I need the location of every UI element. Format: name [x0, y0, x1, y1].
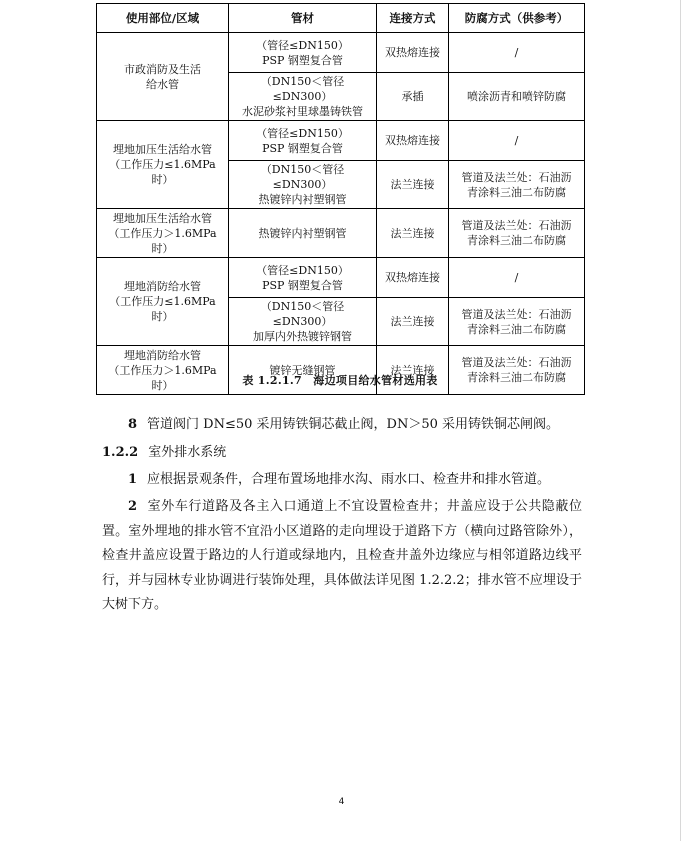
cell-connection: 法兰连接: [377, 161, 449, 209]
table-row: [97, 121, 585, 161]
cell-material: （DN150＜管径≤DN300） 加厚内外热镀锌钢管: [229, 298, 377, 346]
cell-material: 热镀锌内衬塑钢管: [229, 209, 377, 258]
cell-material: （管径≤DN150） PSP 钢塑复合管: [229, 121, 377, 161]
header-connection: 连接方式: [377, 4, 449, 33]
cell-anticorrosion: 管道及法兰处：石油沥 青涂料三油二布防腐: [449, 161, 585, 209]
cell-anticorrosion: 管道及法兰处：石油沥 青涂料三油二布防腐: [449, 209, 585, 258]
cell-connection: 双热熔连接: [377, 258, 449, 298]
section-number: 1.2.2: [102, 445, 139, 460]
header-area: 使用部位/区域: [97, 4, 229, 33]
page-edge: [680, 0, 681, 841]
item-text: 室外车行道路及各主入口通道上不宜设置检查井；井盖应设于公共隐蔽位置。室外埋地的排水管不宜沿小区道路的走向埋设于道路下方（横向过路管除外），检查井盖应设置于路边的人行道或绿地内，且检查井盖外边缘应与相邻道路边线平行，并与园林专业协调进行装饰处理，具体做法详见图 1.2.2.2；排水管不应埋设于大树下方。: [102, 499, 582, 612]
item-number: 8: [128, 417, 138, 432]
cell-anticorrosion: 管道及法兰处：石油沥 青涂料三油二布防腐: [449, 298, 585, 346]
cell-material: （DN150＜管径≤DN300） 热镀锌内衬塑钢管: [229, 161, 377, 209]
cell-anticorrosion: 管道及法兰处：石油沥 青涂料三油二布防腐: [449, 346, 585, 395]
cell-area: 埋地消防给水管 （工作压力≤1.6MPa 时）: [97, 258, 229, 346]
cell-anticorrosion: 喷涂沥青和喷锌防腐: [449, 73, 585, 121]
table-row: [97, 258, 585, 298]
item-number: 1: [128, 472, 138, 487]
cell-area: 埋地加压生活给水管 （工作压力＞1.6MPa 时）: [97, 209, 229, 258]
cell-connection: 双热熔连接: [377, 33, 449, 73]
item-8: [102, 413, 582, 436]
cell-material: （管径≤DN150） PSP 钢塑复合管: [229, 258, 377, 298]
cell-anticorrosion: /: [449, 258, 585, 298]
table-header-row: [97, 4, 585, 33]
table-row: [97, 33, 585, 73]
cell-connection: 法兰连接: [377, 209, 449, 258]
item-text: 管道阀门 DN≤50 采用铸铁铜芯截止阀，DN＞50 采用铸铁铜芯闸阀。: [147, 417, 560, 432]
cell-connection: 双热熔连接: [377, 121, 449, 161]
table-body: [97, 33, 585, 395]
cell-connection: 法兰连接: [377, 346, 449, 395]
cell-area: 市政消防及生活 给水管: [97, 33, 229, 121]
cell-material: 镀锌无缝钢管: [229, 346, 377, 395]
cell-material: （DN150＜管径≤DN300） 水泥砂浆衬里球墨铸铁管: [229, 73, 377, 121]
page-number: 4: [338, 797, 345, 807]
item-1: [102, 468, 582, 491]
cell-material: （管径≤DN150） PSP 钢塑复合管: [229, 33, 377, 73]
table-row: [97, 209, 585, 258]
cell-connection: 承插: [377, 73, 449, 121]
section-title: 室外排水系统: [148, 445, 227, 460]
pipe-material-table: [96, 3, 585, 395]
item-2: [102, 495, 582, 618]
table-caption: 表 1.2.1.7 海边项目给水管材选用表: [242, 374, 438, 387]
cell-area: 埋地加压生活给水管 （工作压力≤1.6MPa 时）: [97, 121, 229, 209]
header-anticorrosion: 防腐方式（供参考）: [449, 4, 585, 33]
cell-anticorrosion: /: [449, 33, 585, 73]
cell-connection: 法兰连接: [377, 298, 449, 346]
header-material: 管材: [229, 4, 377, 33]
item-text: 应根据景观条件，合理布置场地排水沟、雨水口、检查井和排水管道。: [147, 472, 551, 487]
cell-area: 埋地消防给水管 （工作压力＞1.6MPa 时）: [97, 346, 229, 395]
section-heading: [102, 441, 582, 464]
item-number: 2: [128, 499, 138, 514]
cell-anticorrosion: /: [449, 121, 585, 161]
